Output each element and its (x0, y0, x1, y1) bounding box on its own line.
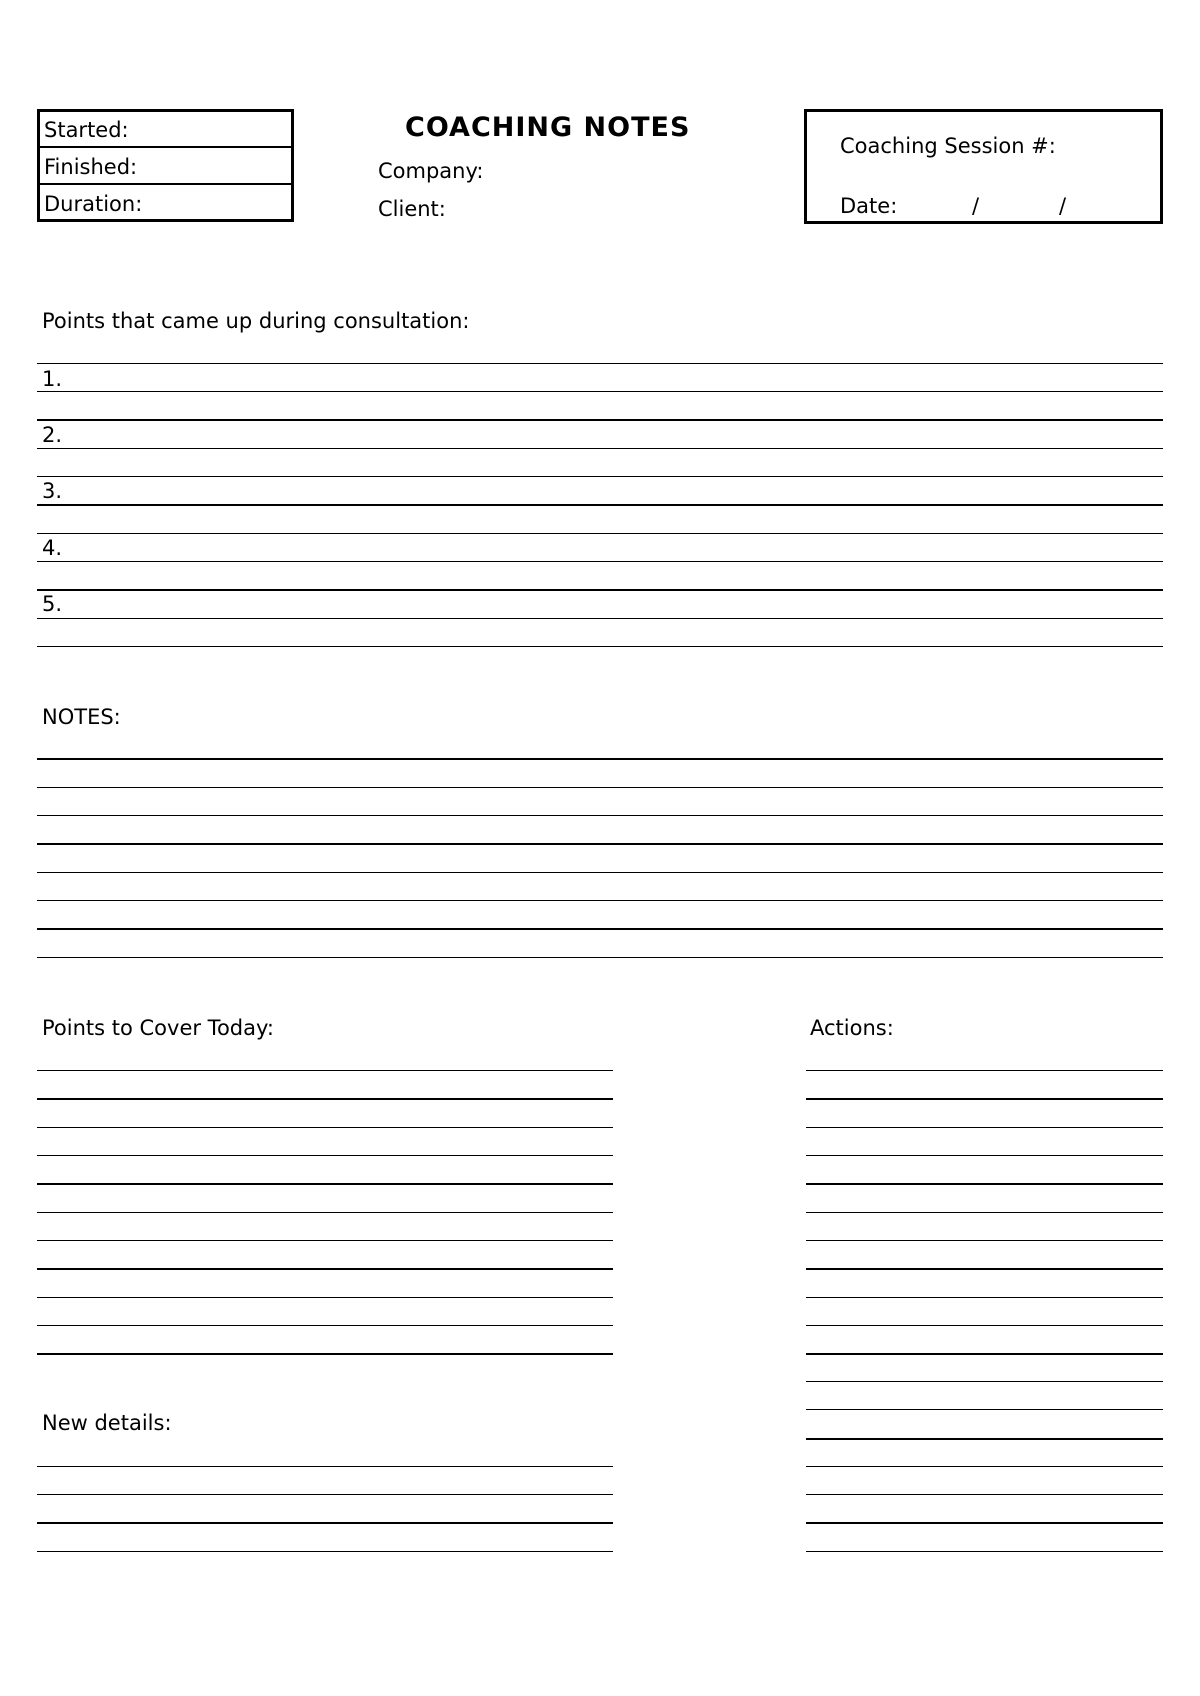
writing-line[interactable] (37, 928, 1163, 930)
writing-line[interactable] (37, 1240, 613, 1241)
writing-line[interactable] (806, 1522, 1163, 1524)
writing-line[interactable] (37, 1325, 613, 1326)
writing-line[interactable] (806, 1212, 1163, 1213)
writing-line[interactable] (37, 758, 1163, 760)
writing-line[interactable] (37, 872, 1163, 873)
writing-line[interactable] (37, 1127, 613, 1128)
writing-line[interactable] (806, 1297, 1163, 1298)
company-label: Company: (378, 159, 484, 183)
duration-field[interactable] (40, 186, 291, 222)
actions-heading: Actions: (810, 1016, 894, 1040)
writing-line[interactable] (806, 1070, 1163, 1071)
writing-line[interactable] (37, 787, 1163, 788)
writing-line[interactable] (37, 1353, 613, 1355)
writing-line[interactable] (806, 1240, 1163, 1241)
writing-line[interactable] (806, 1466, 1163, 1467)
page-title: COACHING NOTES (405, 112, 691, 143)
writing-line[interactable] (37, 618, 1163, 619)
started-label: Started: (44, 118, 129, 142)
writing-line[interactable] (806, 1127, 1163, 1128)
writing-line[interactable] (806, 1183, 1163, 1185)
writing-line[interactable] (806, 1381, 1163, 1382)
list-item-number: 3. (42, 479, 63, 503)
date-separator: / (972, 194, 980, 218)
list-item-number: 5. (42, 592, 63, 616)
writing-line[interactable] (37, 561, 1163, 562)
writing-line[interactable] (37, 391, 1163, 392)
writing-line[interactable] (37, 900, 1163, 901)
list-item-number: 4. (42, 536, 63, 560)
writing-line[interactable] (37, 1268, 613, 1270)
writing-line[interactable] (37, 957, 1163, 958)
writing-line[interactable] (37, 419, 1163, 421)
writing-line[interactable] (37, 448, 1163, 449)
writing-line[interactable] (806, 1494, 1163, 1495)
writing-line[interactable] (806, 1155, 1163, 1156)
cover-heading: Points to Cover Today: (42, 1016, 274, 1040)
consultation-heading: Points that came up during consultation: (42, 309, 470, 333)
writing-line[interactable] (37, 646, 1163, 647)
writing-line[interactable] (806, 1098, 1163, 1100)
writing-line[interactable] (37, 1070, 613, 1071)
writing-line[interactable] (37, 1522, 613, 1524)
date-label: Date: (840, 194, 898, 218)
session-number-label: Coaching Session #: (840, 134, 1056, 158)
writing-line[interactable] (37, 1155, 613, 1156)
duration-label: Duration: (44, 192, 143, 216)
writing-line[interactable] (37, 1551, 613, 1552)
writing-line[interactable] (37, 1212, 613, 1213)
writing-line[interactable] (806, 1551, 1163, 1552)
list-item-number: 1. (42, 367, 63, 391)
writing-line[interactable] (37, 1183, 613, 1185)
writing-line[interactable] (37, 533, 1163, 534)
finished-field[interactable] (40, 149, 291, 185)
started-field[interactable] (40, 112, 291, 148)
writing-line[interactable] (37, 504, 1163, 506)
writing-line[interactable] (37, 1466, 613, 1467)
writing-line[interactable] (806, 1438, 1163, 1440)
writing-line[interactable] (37, 589, 1163, 591)
writing-line[interactable] (806, 1268, 1163, 1270)
timing-box (37, 109, 294, 222)
client-label: Client: (378, 197, 446, 221)
writing-line[interactable] (37, 1098, 613, 1100)
writing-line[interactable] (806, 1325, 1163, 1326)
writing-line[interactable] (37, 1297, 613, 1298)
writing-line[interactable] (806, 1409, 1163, 1410)
finished-label: Finished: (44, 155, 138, 179)
notes-heading: NOTES: (42, 705, 121, 729)
list-item-number: 2. (42, 423, 63, 447)
writing-line[interactable] (806, 1353, 1163, 1355)
writing-line[interactable] (37, 815, 1163, 816)
writing-line[interactable] (37, 1494, 613, 1495)
new-details-heading: New details: (42, 1411, 172, 1435)
writing-line[interactable] (37, 476, 1163, 477)
writing-line[interactable] (37, 843, 1163, 845)
writing-line (37, 363, 1163, 364)
date-separator: / (1059, 194, 1067, 218)
